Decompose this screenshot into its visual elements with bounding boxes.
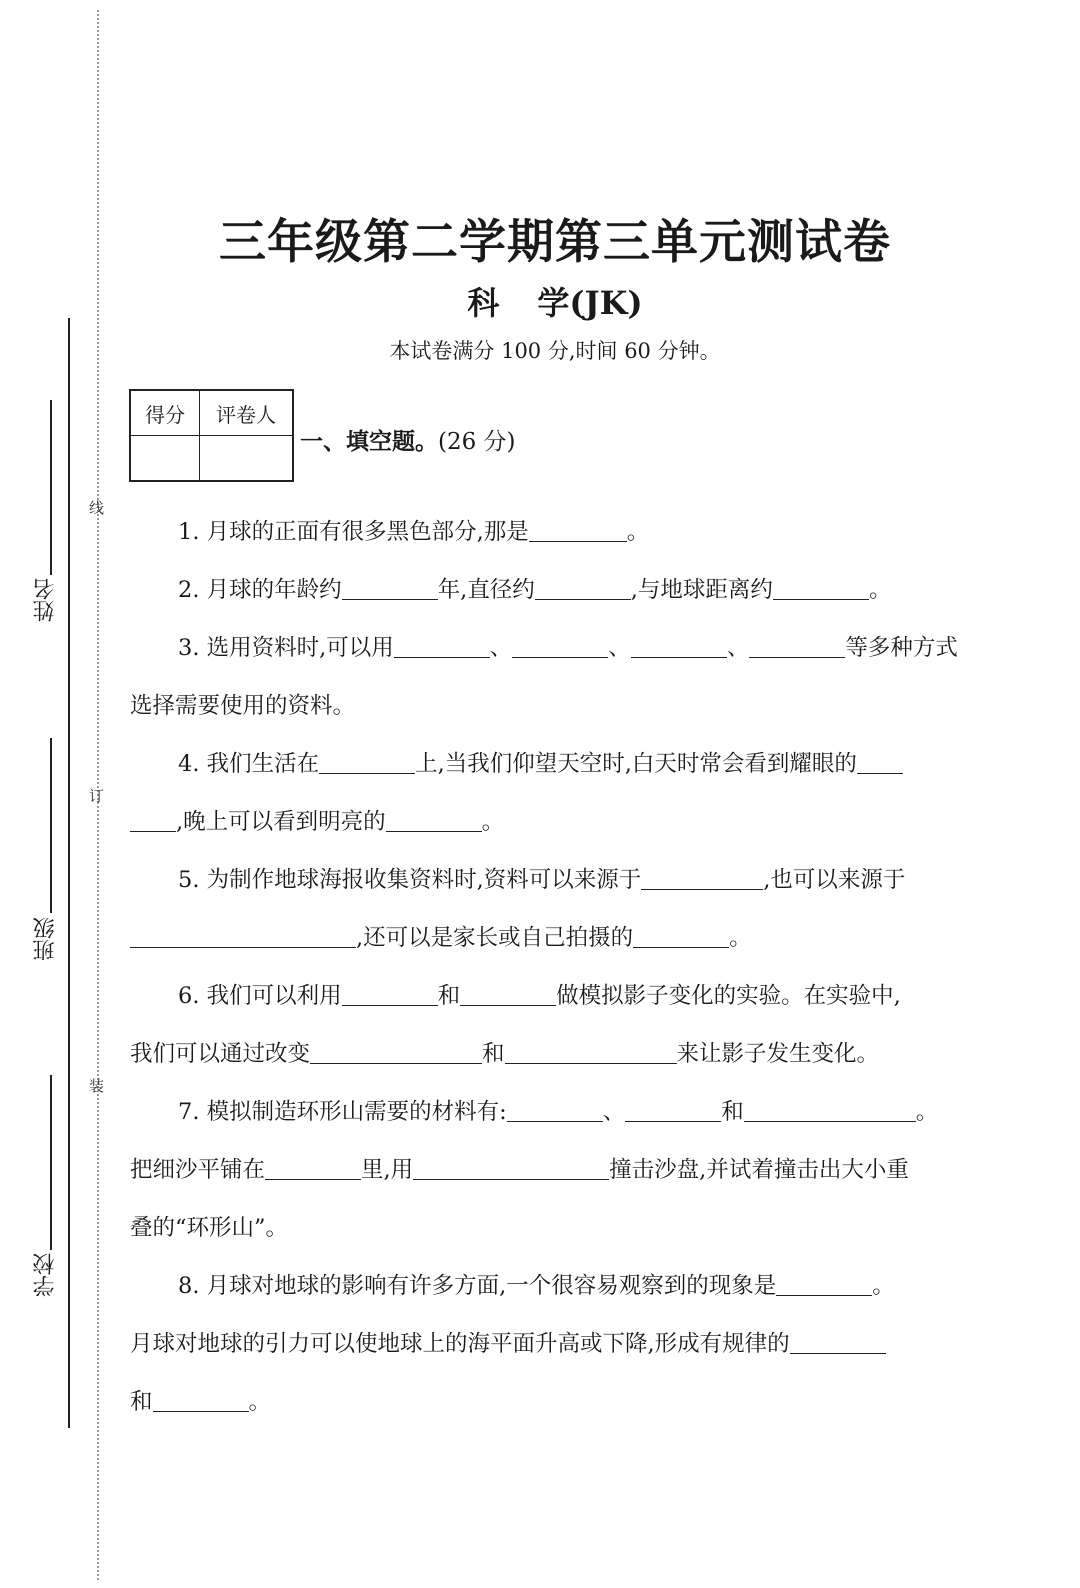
binding-solid-line bbox=[68, 318, 70, 1428]
grader-cell[interactable] bbox=[200, 436, 294, 482]
questions bbox=[130, 503, 982, 1431]
question-7-cont: 把细沙平铺在 里,用 撞击沙盘,并试着撞击出大小重 bbox=[130, 1157, 909, 1183]
answer-blank[interactable] bbox=[773, 577, 869, 601]
question-5: 5. 为制作地球海报收集资料时,资料可以来源于 ,也可以来源于 bbox=[178, 867, 906, 893]
answer-blank[interactable] bbox=[512, 635, 608, 659]
answer-blank[interactable] bbox=[776, 1273, 872, 1297]
answer-blank[interactable] bbox=[265, 1157, 361, 1181]
answer-blank[interactable] bbox=[749, 635, 845, 659]
score-table bbox=[129, 389, 294, 482]
answer-blank[interactable] bbox=[310, 1041, 482, 1065]
score-cell[interactable] bbox=[130, 436, 200, 482]
question-8-cont: 月球对地球的引力可以使地球上的海平面升高或下降,形成有规律的 bbox=[130, 1315, 982, 1373]
answer-blank[interactable] bbox=[130, 925, 356, 949]
section-heading: 一、填空题。(26 分) bbox=[300, 428, 516, 455]
question-5-cont: ,还可以是家长或自己拍摄的 。 bbox=[130, 909, 982, 967]
name-label: 姓名 bbox=[33, 578, 58, 622]
question-7: 7. 模拟制造环形山需要的材料有: 、 和 。 bbox=[178, 1099, 939, 1125]
answer-blank[interactable] bbox=[529, 519, 627, 543]
answer-blank[interactable] bbox=[744, 1099, 916, 1123]
name-field-line[interactable] bbox=[50, 400, 52, 575]
question-8: 8. 月球对地球的影响有许多方面,一个很容易观察到的现象是 。 bbox=[178, 1273, 895, 1299]
answer-blank[interactable] bbox=[460, 983, 556, 1007]
answer-blank[interactable] bbox=[625, 1099, 721, 1123]
question-4: 4. 我们生活在 上,当我们仰望天空时,白天时常会看到耀眼的 bbox=[130, 735, 982, 793]
answer-blank[interactable] bbox=[790, 1331, 886, 1355]
binding-char-line: 线 bbox=[89, 499, 105, 517]
question-8-cont2: 和 。 bbox=[130, 1389, 272, 1415]
subject-subtitle: 科学(JK) bbox=[467, 284, 643, 322]
class-field-line[interactable] bbox=[50, 738, 52, 913]
question-6-cont: 我们可以通过改变 和 来让影子发生变化。 bbox=[130, 1041, 880, 1067]
answer-blank[interactable] bbox=[413, 1157, 609, 1181]
score-header: 得分 bbox=[130, 390, 200, 436]
binding-char-pack: 装 bbox=[89, 1077, 105, 1095]
school-field-line[interactable] bbox=[50, 1075, 52, 1250]
question-3-cont: 选择需要使用的资料。 bbox=[130, 693, 356, 719]
question-7-cont2: 叠的“环形山”。 bbox=[130, 1215, 289, 1241]
answer-blank[interactable] bbox=[130, 809, 176, 833]
answer-blank[interactable] bbox=[342, 577, 438, 601]
answer-blank[interactable] bbox=[505, 1041, 677, 1065]
class-label: 班级 bbox=[33, 917, 58, 961]
question-3: 3. 选用资料时,可以用 、 、 、 等多种方式 bbox=[178, 635, 958, 661]
question-4-cont: ,晚上可以看到明亮的 。 bbox=[130, 793, 982, 851]
answer-blank[interactable] bbox=[641, 867, 763, 891]
answer-blank[interactable] bbox=[342, 983, 438, 1007]
answer-blank[interactable] bbox=[535, 577, 631, 601]
answer-blank[interactable] bbox=[633, 925, 729, 949]
answer-blank[interactable] bbox=[631, 635, 727, 659]
answer-blank[interactable] bbox=[386, 809, 482, 833]
question-2: 2. 月球的年龄约 年,直径约 ,与地球距离约 。 bbox=[178, 577, 892, 603]
exam-note: 本试卷满分 100 分,时间 60 分钟。 bbox=[389, 339, 721, 363]
grader-header: 评卷人 bbox=[200, 390, 294, 436]
binding-char-order: 订 bbox=[89, 787, 105, 805]
page-title: 三年级第二学期第三单元测试卷 bbox=[219, 215, 891, 270]
school-label: 学校 bbox=[33, 1253, 58, 1297]
answer-blank[interactable] bbox=[319, 751, 415, 775]
answer-blank[interactable] bbox=[394, 635, 490, 659]
answer-blank[interactable] bbox=[507, 1099, 603, 1123]
answer-blank[interactable] bbox=[153, 1389, 249, 1413]
answer-blank[interactable] bbox=[857, 751, 903, 775]
question-1: 1. 月球的正面有很多黑色部分,那是 。 bbox=[178, 519, 650, 545]
question-6: 6. 我们可以利用 和 做模拟影子变化的实验。在实验中, bbox=[178, 983, 901, 1009]
